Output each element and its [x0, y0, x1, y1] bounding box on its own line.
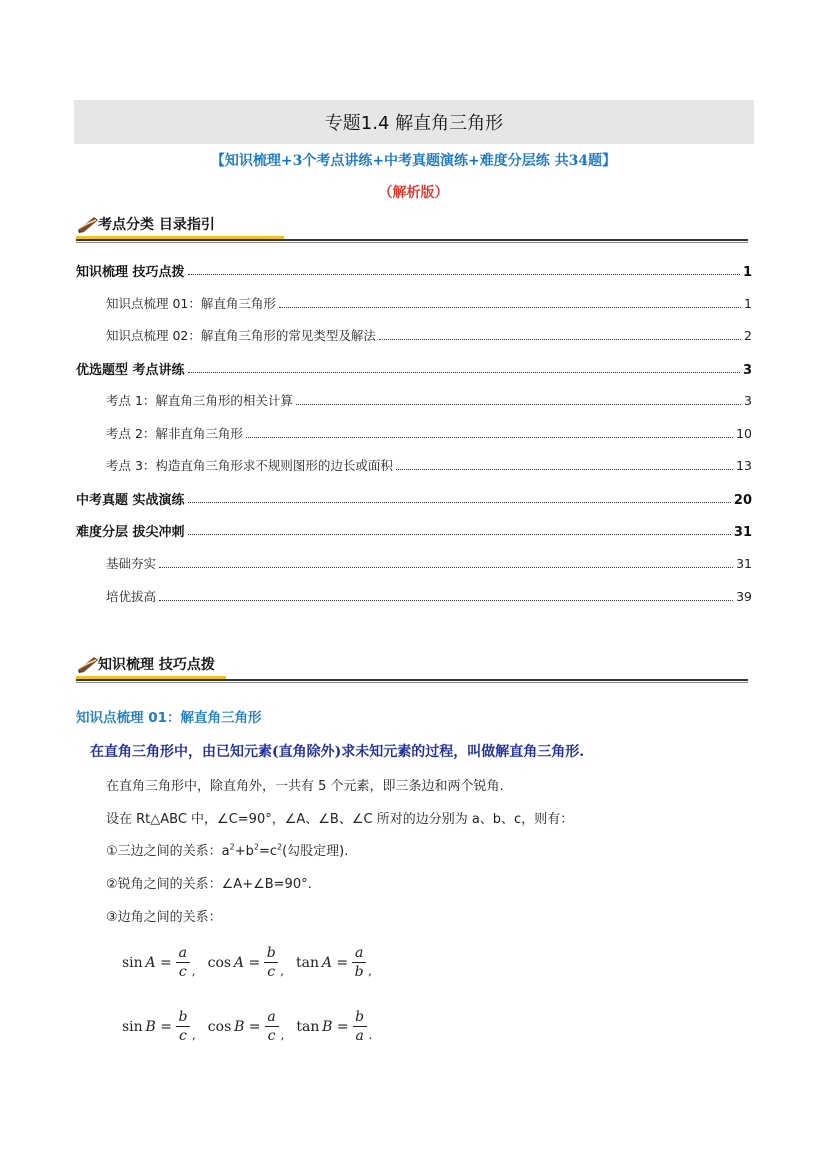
- paragraph-setup: 设在 Rt△ABC 中，∠C=90°，∠A、∠B、∠C 所对的边分别为 a、b、c，则有：: [106, 812, 574, 827]
- paragraph-angle-relation: ②锐角之间的关系：∠A+∠B=90°.: [106, 877, 312, 892]
- angle-variable: A: [145, 955, 156, 971]
- formula-row-angle-b: [122, 1002, 384, 1052]
- numerator: a: [178, 944, 187, 961]
- toc-section-header: [76, 212, 748, 242]
- knowledge-header-label: 知识梳理 技巧点拨: [98, 657, 215, 673]
- toc-entry-title: 考点 2：解非直角三角形: [106, 426, 243, 441]
- formula-lhs: tan A =: [296, 955, 349, 971]
- formula-sin-A: [122, 945, 196, 982]
- toc-entry[interactable]: [76, 587, 752, 607]
- toc-page-number: 31: [736, 556, 752, 571]
- fraction: [353, 1009, 367, 1046]
- toc-page-number: 39: [736, 589, 752, 604]
- toc-entry-title: 优选题型 考点讲练: [76, 363, 185, 378]
- separator: ,: [280, 1027, 285, 1042]
- pen-icon: [76, 654, 100, 674]
- numerator: a: [354, 944, 364, 961]
- trig-function: sin: [122, 1019, 143, 1035]
- edition-label: （解析版）: [378, 185, 449, 201]
- fraction: [264, 945, 278, 982]
- angle-variable: A: [233, 955, 245, 971]
- numerator: a: [267, 1008, 276, 1025]
- toc-page-number: 1: [742, 265, 752, 280]
- toc-dot-leader: [159, 567, 733, 568]
- toc-entry[interactable]: [76, 489, 752, 509]
- exponent: 2: [253, 842, 259, 852]
- subtitle: 【知识梳理+3个考点讲练+中考真题演练+难度分层练 共34题】: [210, 153, 617, 169]
- trig-function: cos: [207, 955, 232, 971]
- toc-dot-leader: [188, 502, 731, 503]
- toc-page-number: 2: [744, 328, 752, 343]
- toc-dot-leader: [379, 339, 741, 340]
- toc-entry-title: 基础夯实: [106, 556, 157, 571]
- fraction: [176, 1009, 190, 1046]
- toc-entry-title: 知识点梳理 01：解直角三角形: [106, 296, 276, 311]
- trig-function: sin: [122, 955, 143, 971]
- formula-lhs: cos A =: [207, 955, 261, 971]
- knowledge-section-header: [76, 652, 748, 682]
- formula-cos-A: [208, 945, 284, 982]
- text-part: +b: [234, 844, 254, 859]
- header-rule: [76, 679, 748, 681]
- header-rule-thin: [76, 682, 748, 683]
- denominator: c: [178, 963, 187, 980]
- toc-entry-title: 难度分层 拔尖冲刺: [76, 525, 185, 540]
- denominator: c: [267, 1027, 276, 1044]
- text-part: =c: [258, 844, 278, 859]
- trig-function: tan: [296, 955, 320, 971]
- separator: ,: [368, 963, 372, 978]
- trig-function: tan: [296, 1019, 320, 1035]
- formula-sin-B: [122, 1009, 196, 1046]
- toc-entry[interactable]: [76, 424, 752, 444]
- document-title: [74, 100, 754, 144]
- formula-tan-B: [296, 1009, 372, 1046]
- toc-dot-leader: [296, 404, 741, 405]
- toc-entry[interactable]: [76, 391, 752, 411]
- formula-lhs: tan B =: [296, 1019, 349, 1035]
- formula-tan-A: [296, 945, 372, 982]
- separator: .: [368, 1027, 373, 1042]
- toc-entry[interactable]: [76, 359, 752, 379]
- denominator: a: [355, 1027, 364, 1044]
- separator: ,: [280, 963, 285, 978]
- toc-entry[interactable]: [76, 261, 752, 281]
- toc-dot-leader: [246, 437, 733, 438]
- pen-icon: [76, 214, 100, 234]
- numerator: b: [355, 1008, 365, 1025]
- header-rule-thin: [76, 242, 748, 243]
- header-rule: [76, 239, 748, 241]
- toc-entry-title: 考点 1：解直角三角形的相关计算: [106, 393, 293, 408]
- definition-text: 在直角三角形中，由已知元素(直角除外)求未知元素的过程，叫做解直角三角形.: [90, 744, 585, 760]
- trig-function: cos: [207, 1019, 232, 1035]
- knowledge-point-title: 知识点梳理 01：解直角三角形: [76, 710, 262, 726]
- formula-lhs: sin A =: [122, 955, 172, 971]
- angle-variable: B: [234, 1019, 245, 1035]
- toc-page-number: 10: [736, 426, 752, 441]
- toc-entry-title: 考点 3：构造直角三角形求不规则图形的边长或面积: [106, 458, 393, 473]
- toc-page-number: 20: [733, 493, 752, 508]
- formula-cos-B: [208, 1009, 285, 1046]
- exponent: 2: [277, 842, 283, 852]
- toc-dot-leader: [188, 274, 740, 275]
- angle-variable: A: [321, 955, 332, 971]
- toc-dot-leader: [159, 600, 733, 601]
- angle-variable: B: [322, 1019, 333, 1035]
- toc-page-number: 13: [736, 458, 752, 473]
- toc-page-number: 1: [744, 296, 752, 311]
- separator: ,: [191, 963, 196, 978]
- toc-entry-title: 培优拔高: [106, 589, 157, 604]
- paragraph-side-relation: [106, 840, 348, 859]
- fraction: [352, 945, 366, 982]
- exponent: 2: [229, 842, 235, 852]
- toc-dot-leader: [279, 307, 741, 308]
- paragraph-elements: 在直角三角形中，除直角外，一共有 5 个元素，即三条边和两个锐角.: [106, 779, 504, 794]
- toc-entry[interactable]: [76, 326, 752, 346]
- toc-entry[interactable]: [76, 456, 752, 476]
- toc-entry[interactable]: [76, 294, 752, 314]
- toc-entry-title: 知识点梳理 02：解直角三角形的常见类型及解法: [106, 328, 376, 343]
- toc-entry[interactable]: [76, 554, 752, 574]
- paragraph-side-angle-relation: ③边角之间的关系：: [106, 910, 222, 925]
- text-part: (勾股定理).: [282, 844, 349, 859]
- denominator: c: [267, 963, 276, 980]
- fraction: [176, 945, 190, 982]
- numerator: b: [266, 944, 276, 961]
- toc-page-number: 3: [744, 393, 752, 408]
- toc-dot-leader: [396, 469, 733, 470]
- formula-lhs: sin B =: [122, 1019, 172, 1035]
- numerator: b: [178, 1008, 188, 1025]
- toc-entry[interactable]: [76, 521, 752, 541]
- toc-entry-title: 知识梳理 技巧点拨: [76, 265, 185, 280]
- formula-row-angle-a: [122, 938, 384, 988]
- denominator: c: [179, 1027, 187, 1044]
- toc-entry-title: 中考真题 实战演练: [76, 493, 185, 508]
- denominator: b: [354, 963, 364, 980]
- toc-dot-leader: [188, 534, 731, 535]
- title-text: 专题1.4 解直角三角形: [324, 113, 504, 134]
- angle-variable: B: [145, 1019, 156, 1035]
- formula-lhs: cos B =: [207, 1019, 261, 1035]
- separator: ,: [191, 1027, 196, 1042]
- toc-header-label: 考点分类 目录指引: [98, 217, 215, 233]
- toc-page-number: 3: [742, 363, 752, 378]
- text-part: ①三边之间的关系：a: [106, 844, 230, 859]
- fraction: [265, 1009, 279, 1046]
- toc-page-number: 31: [733, 525, 752, 540]
- toc-dot-leader: [188, 372, 740, 373]
